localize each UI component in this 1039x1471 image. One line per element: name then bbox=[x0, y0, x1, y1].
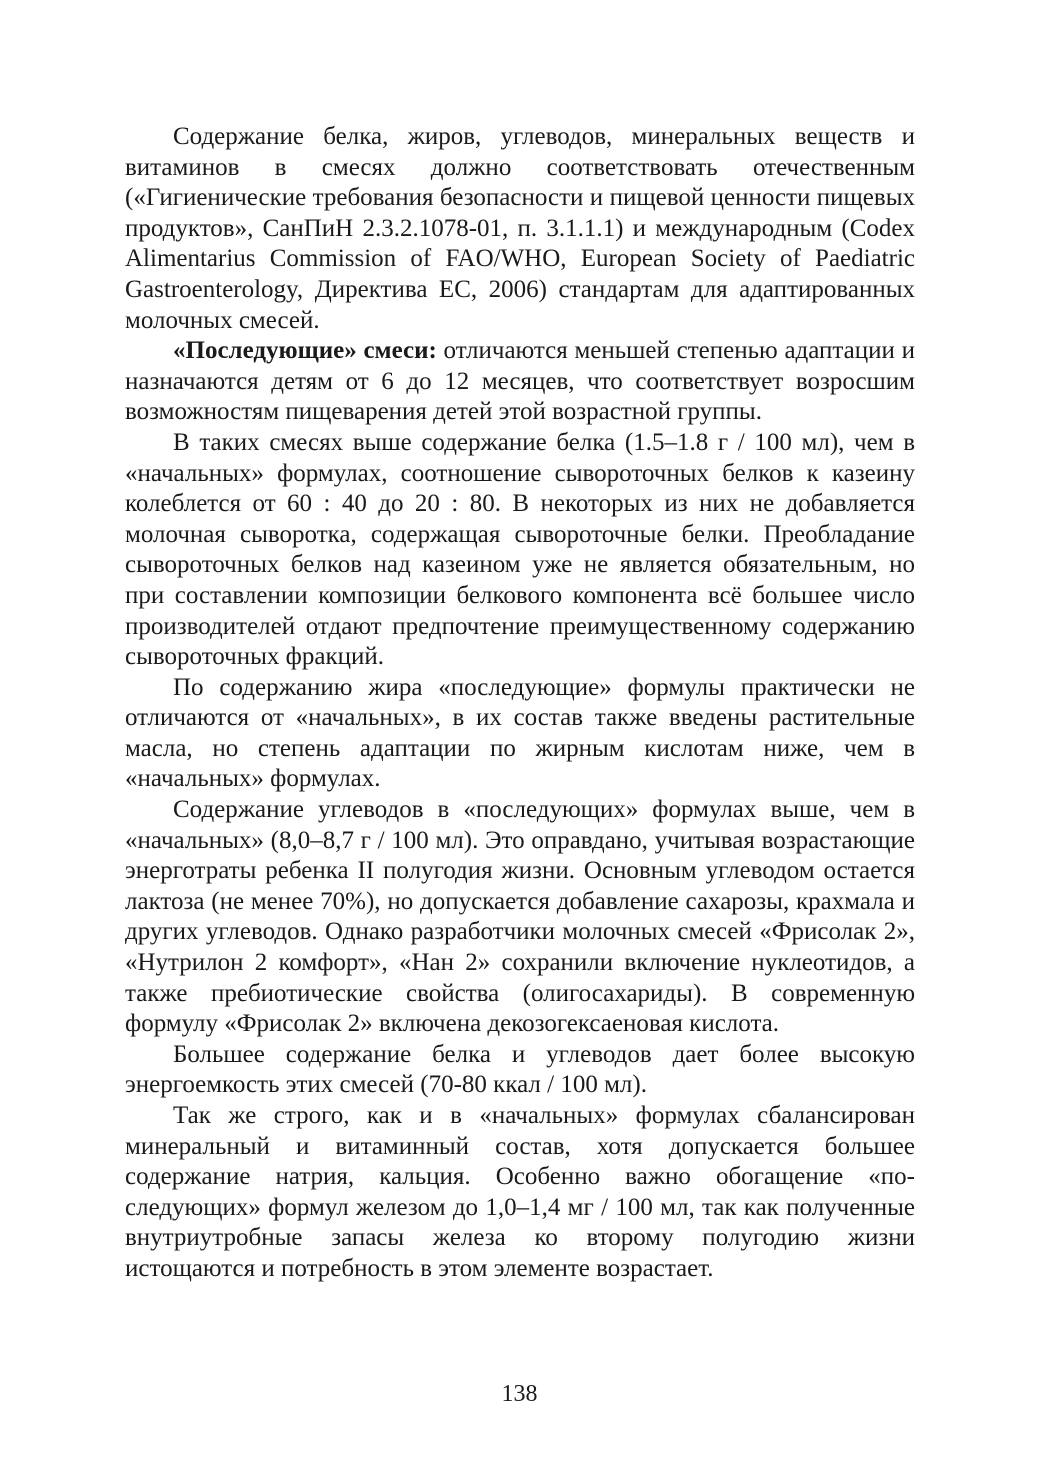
page-number: 138 bbox=[501, 1381, 538, 1407]
paragraph-7-text: Так же строго, как и в «начальных» формулах сбалансирован минеральный и витаминный состав, хотя допускается большее содержание натрия, кальция. Особенно важно обогащение «последующих» формул железом до 1,0–1,4 мг / 100 мл, так как полученные внутриутробные запасы железа ко второму полугодию жизни истощаются и потребность в этом элементе возрастает. bbox=[125, 1102, 915, 1282]
paragraph-4 bbox=[125, 673, 915, 795]
paragraph-7 bbox=[125, 1101, 915, 1285]
paragraph-3 bbox=[125, 428, 915, 673]
paragraph-3-text: В таких смесях выше содержание белка (1.5–1.8 г / 100 мл), чем в «начальных» формулах, соотношение сывороточных белков к казеину колеблется от 60 : 40 до 20 : 80. В некоторых из них не добавляется молочная сыворотка, содержащая сывороточные белки. Преобладание сывороточных белков над казеином уже не является обязательным, но при составлении композиции белкового компонента всё большее число производителей отдают предпочтение преимущественному содержанию сывороточных фракций. bbox=[125, 428, 915, 671]
paragraph-2-lead: «Последующие» смеси: bbox=[173, 337, 437, 365]
paragraph-2 bbox=[125, 336, 915, 428]
paragraph-2-text: отличаются меньшей степенью адаптации и назначаются детям от 6 до 12 месяцев, что соответствует возросшим возможностям пищеварения детей этой возрастной группы. bbox=[125, 337, 915, 426]
paragraph-4-text: По содержанию жира «последующие» формулы практически не отличаются от «начальных», в их состав также введены растительные масла, но степень адаптации по жирным кислотам ниже, чем в «начальных» формулах. bbox=[125, 673, 915, 793]
paragraph-5 bbox=[125, 795, 915, 1040]
paragraph-1 bbox=[125, 122, 915, 336]
paragraph-6-text: Большее содержание белка и углеводов дает более высокую энергоемкость этих смесей (70-80 ккал / 100 мл). bbox=[125, 1040, 915, 1099]
page-body bbox=[125, 122, 915, 1285]
paragraph-5-text: Содержание углеводов в «последующих» формулах выше, чем в «начальных» (8,0–8,7 г / 100 мл). Это оправдано, учитывая возрастающие энерготраты ребенка II полугодия жизни. Основным углеводом остается лактоза (не менее 70%), но допускается добавление сахарозы, крахмала и других углеводов. Однако разработчики молочных смесей «Фрисолак 2», «Нутрилон 2 комфорт», «Нан 2» сохранили включение нуклеотидов, а также пребиотические свойства (олигосахариды). В современную формулу «Фрисолак 2» включена декозогексаеновая кислота. bbox=[125, 796, 915, 1038]
paragraph-1-text: Содержание белка, жиров, углеводов, минеральных веществ и витаминов в смесях должно соответствовать отечественным («Гигиенические требования безопасности и пищевой ценности пищевых продуктов», СанПиН 2.3.2.1078-01, п. 3.1.1.1) и международным (Codex Alimentarius Commission of FAO/WHO, European Society of Paediatric Gastroenterology, Директива ЕС, 2006) стандартам для адаптированных молочных смесей. bbox=[125, 123, 915, 334]
paragraph-6 bbox=[125, 1040, 915, 1101]
